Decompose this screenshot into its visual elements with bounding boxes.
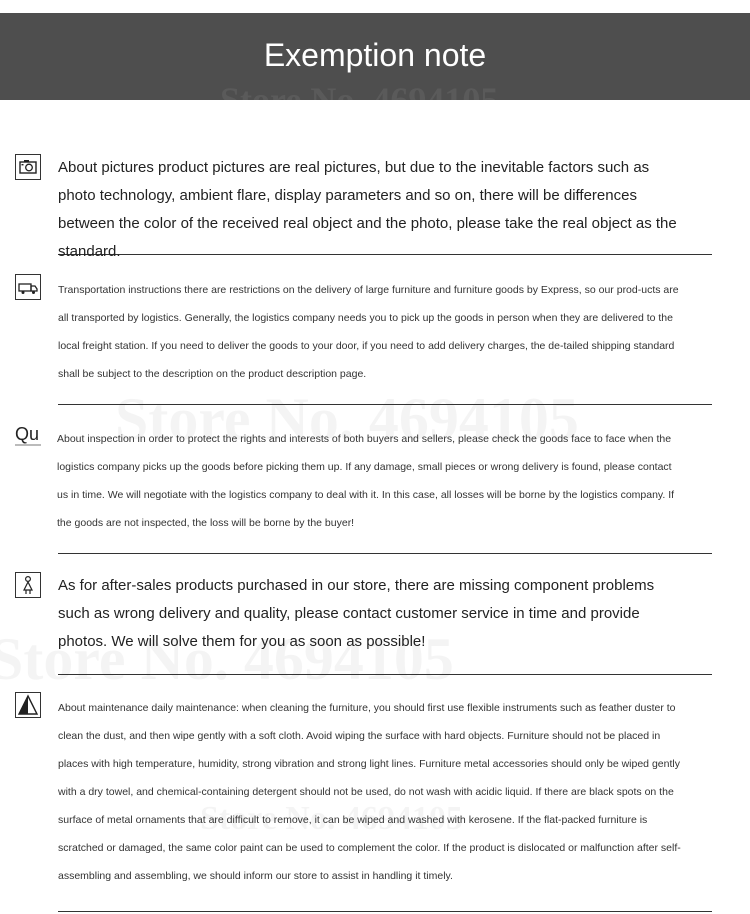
section-text: About inspection in order to protect the rights and interests of both buyers and sellers, please check the goods face to face when the logistics company picks up the goods before picking them up. If any damage, small pieces or wrong delivery is found, please contact us in time. We will negotiate with the logistics company to deal with it. In this case, all losses will be borne by the logistics company. If the goods are not inspected, the loss will be borne by the buyer! — [57, 433, 675, 529]
camera-icon — [15, 154, 41, 180]
section-text: About maintenance daily maintenance: when cleaning the furniture, you should first use flexible instruments such as feather duster to clean the dust, and then wipe gently with a soft cloth. Avoid wiping the surface with hard objects. Furniture should not be placed in places with high temperature, humidity, strong vibration and strong light lines. Furniture metal accessories should only be wiped gently with a dry towel, and chemical-containing detergent should not be used, do not wash with acidic liquid. If there are black spots on the surface of metal ornaments that are difficult to remove, it can be wiped and washed with kerosene. If the flat-packed furniture is scratched or damaged, the same color paint can be used to complement the color. If the product is dislocated or malfunction after self-assembling and assembling, we should inform our store to assist in handling it timely. — [58, 702, 681, 882]
header-watermark: Store No. 4694105 — [220, 80, 499, 120]
divider — [58, 553, 712, 554]
section-text: About pictures product pictures are real pictures, but due to the inevitable factors such as photo technology, ambient flare, display parameters and so on, there will be differences between the color of the received real object and the photo, please take the real object as the standard. — [58, 159, 677, 260]
header-banner — [0, 13, 750, 120]
warning-icon — [15, 692, 41, 718]
divider — [58, 674, 712, 675]
section-text: Transportation instructions there are restrictions on the delivery of large furniture and furniture goods by Express, so our prod-ucts are all transported by logistics. Generally, the logistics company needs you to pick up the goods in person when they are delivered to the local freight station. If you need to deliver the goods to your door, if you need to add delivery charges, the de-tailed shipping standard shall be subject to the description on the product description page. — [58, 284, 679, 380]
section-text: As for after-sales products purchased in our store, there are missing component problems such as wrong delivery and quality, please contact customer service in time and provide photos. We will solve them for you as soon as possible! — [58, 577, 655, 650]
inspection-label: Qu — [15, 424, 40, 444]
divider — [58, 911, 712, 912]
divider — [58, 404, 712, 405]
person-icon — [15, 572, 41, 598]
truck-icon — [15, 274, 41, 300]
page-title: Exemption note — [263, 37, 487, 73]
